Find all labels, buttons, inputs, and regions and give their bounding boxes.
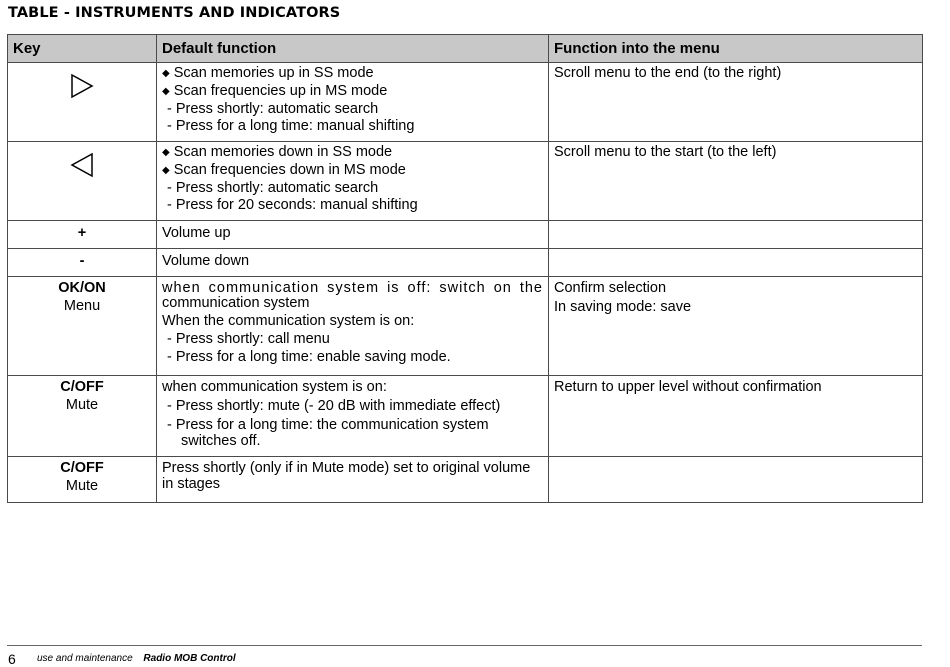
menu-line: Confirm selection xyxy=(554,280,667,296)
default-line: ◆ Scan frequencies down in MS mode xyxy=(162,162,543,180)
default-function-cell xyxy=(157,376,549,457)
triangle-left-icon xyxy=(69,152,95,183)
table-header-row xyxy=(8,35,923,63)
key-cell xyxy=(8,142,157,221)
footer-product: Radio MOB Control xyxy=(143,653,236,664)
default-line: when communication system is on: xyxy=(162,379,387,395)
header-menu-function: Function into the menu xyxy=(549,35,923,63)
menu-function-cell xyxy=(549,249,923,277)
triangle-right-icon xyxy=(69,73,95,104)
default-line: - Press for a long time: manual shifting xyxy=(167,118,415,134)
table-row xyxy=(8,457,923,503)
menu-function-cell: Return to upper level without confirmation xyxy=(549,376,923,457)
default-line: communication system xyxy=(162,295,310,311)
table-row xyxy=(8,277,923,376)
footer-caption xyxy=(37,653,236,664)
menu-function-cell: Scroll menu to the end (to the right) xyxy=(549,63,923,142)
menu-function-cell: Scroll menu to the start (to the left) xyxy=(549,142,923,221)
default-function-cell xyxy=(157,457,549,503)
key-label: C/OFF xyxy=(60,460,104,476)
menu-line: In saving mode: save xyxy=(554,299,692,315)
default-line: ◆ Scan memories up in SS mode xyxy=(162,65,543,83)
default-line: Press shortly (only if in Mute mode) set to original volume xyxy=(162,460,531,476)
table-row xyxy=(8,142,923,221)
default-function-cell: Volume up xyxy=(157,221,549,249)
key-label: OK/ON xyxy=(58,280,106,296)
default-line: ◆ Scan memories down in SS mode xyxy=(162,144,543,162)
key-sublabel: Mute xyxy=(65,397,99,413)
table-row xyxy=(8,376,923,457)
default-function-cell xyxy=(157,142,549,221)
default-line: - Press shortly: mute (- 20 dB with immediate effect) xyxy=(167,398,501,414)
table-title: TABLE - INSTRUMENTS AND INDICATORS xyxy=(8,5,341,21)
default-line: when communication system is off: switch on the xyxy=(162,280,543,296)
header-default-function: Default function xyxy=(157,35,549,63)
key-cell xyxy=(8,277,157,376)
header-key: Key xyxy=(8,35,157,63)
key-cell xyxy=(8,457,157,503)
menu-function-cell xyxy=(549,457,923,503)
default-line: When the communication system is on: xyxy=(162,313,415,329)
key-cell: - xyxy=(8,249,157,277)
table-row xyxy=(8,249,923,277)
default-line: in stages xyxy=(162,476,221,492)
default-function-cell: Volume down xyxy=(157,249,549,277)
key-sublabel: Menu xyxy=(63,298,101,314)
default-line: - Press for 20 seconds: manual shifting xyxy=(167,197,418,213)
key-cell xyxy=(8,63,157,142)
default-line: switches off. xyxy=(181,433,261,449)
table-row xyxy=(8,221,923,249)
key-cell xyxy=(8,376,157,457)
footer-divider xyxy=(7,645,922,646)
default-line: - Press shortly: call menu xyxy=(167,331,330,347)
default-line: - Press for a long time: the communication system xyxy=(167,417,489,433)
page-number: 6 xyxy=(8,651,16,667)
default-function-cell xyxy=(157,277,549,376)
key-cell: + xyxy=(8,221,157,249)
default-function-cell xyxy=(157,63,549,142)
default-line: - Press shortly: automatic search xyxy=(167,101,379,117)
default-line: - Press shortly: automatic search xyxy=(167,180,379,196)
key-sublabel: Mute xyxy=(65,478,99,494)
menu-function-cell xyxy=(549,221,923,249)
key-label: C/OFF xyxy=(60,379,104,395)
instruments-table xyxy=(7,34,923,503)
default-line: ◆ Scan frequencies up in MS mode xyxy=(162,83,543,101)
footer-section: use and maintenance xyxy=(37,653,133,664)
table-row xyxy=(8,63,923,142)
default-line: - Press for a long time: enable saving mode. xyxy=(167,349,451,365)
menu-function-cell xyxy=(549,277,923,376)
